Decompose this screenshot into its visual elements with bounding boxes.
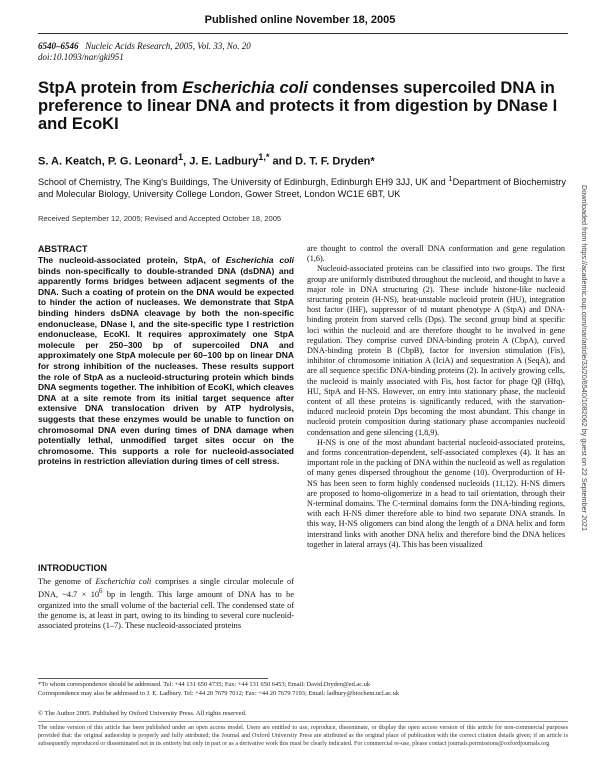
abstract-text-2: binds non-specifically to double-stranded DNA (dsDNA) and apparently forms bridges between adjacent segments of the DNA. Such a coating of protein on the DNA would be expected to hinder the action of nucleases. We demonstrate that StpA binding hinders dsDNA cleavage by both the non-specific endonuclease, DNase I, and the site-specific type I restriction endonuclease, EcoKI. It requires approximately one StpA molecule per 250–300 bp of supercoiled DNA and approximately one StpA molecule per 60–100 bp on linear DNA for strong inhibition of the nucleases. These results support the role of StpA as a nucleoid-structuring protein which binds DNA segments together. The inhibition of EcoKI, which cleaves DNA at a site remote from its initial target sequence after extensive DNA translocation driven by ATP hydrolysis, suggests that these enzymes would be unable to function on chromosomal DNA even during times of DNA damage when potentially lethal, unmodified target sites occur on the chromosome. This supports a role for nucleoid-associated proteins in restriction alleviation during times of cell stress. [38,265,294,467]
intro-exponent: 6 [99,588,103,596]
footnote-divider [38,678,268,679]
copyright-notice: © The Author 2005. Published by Oxford University Press. All rights reserved. [38,710,247,717]
footnote-correspondence: *To whom correspondence should be addressed. Tel: +44 131 650 4735; Fax: +44 131 650 6453; Email: David.Dryden@ed.ac.uk [38,681,371,688]
received-dates: Received September 12, 2005; Revised and Accepted October 18, 2005 [38,214,282,223]
license-divider [38,721,568,722]
doi[interactable]: doi:10.1093/nar/gki951 [38,52,124,62]
right-column [307,244,565,550]
author-group-1: S. A. Keatch, P. G. Leonard [38,155,178,168]
download-watermark [579,185,591,605]
title-text-rest: condenses supercoiled DNA in preference to linear DNA and protects it from digestion by DNase I and EcoKI [38,79,558,133]
affiliation-text: School of Chemistry, The King's Buildings, The University of Edinburgh, Edinburgh EH9 3JJ, UK and [38,177,449,188]
abstract-species: Escherichia coli [225,255,294,265]
intro-text-3: bp in length. This large amount of DNA has to be organized into the small volume of the bacterial cell. The condensed state of the genome is, at least in part, owing to its binding to several core nucleoid-associated proteins (1–7). These nucleoid-associated proteins [38,590,294,631]
author-list [38,152,375,168]
top-divider [38,33,568,34]
introduction-body [38,577,294,632]
download-watermark-text: Downloaded from https://academic.oup.com/nar/article/33/20/6540/1082062 by guest on 22 September 2021 [580,185,589,532]
article-title [38,79,568,133]
title-text: StpA protein from [38,79,183,97]
affiliation-text-rest: Department of Biochemistry and Molecular Biology, University College London, Gower Street, London WC1E 6BT, UK [38,177,566,200]
intro-species: Escherichia coli [95,577,152,586]
page-range: 6540–6546 [38,41,79,51]
abstract-text-1: The nucleoid-associated protein, StpA, of [38,255,226,265]
citation-block [38,41,251,63]
author-group-3: and D. T. F. Dryden* [269,155,375,168]
abstract-body [38,255,294,467]
footnotes [38,681,568,698]
author-affil-mark-2: 1,* [258,152,270,162]
affiliation-mark: 1 [448,174,453,183]
intro-text-2: comprises a single circular molecule of DNA, ~4.7 × 10 [38,577,294,600]
published-online-banner: Published online November 18, 2005 [204,14,396,26]
abstract-heading: ABSTRACT [38,244,88,254]
introduction-heading: INTRODUCTION [38,563,107,573]
author-affil-mark-1: 1 [177,152,184,162]
journal-reference: Nucleic Acids Research, 2005, Vol. 33, No. 20 [85,41,251,51]
footnote-correspondence-2: Correspondence may also be addressed to J. E. Ladbury. Tel: +44 20 7679 7012; Fax: +44 20 7679 7193; Email: ladbury@biochem.ucl.ac.uk [38,689,400,697]
intro-text-1: The genome of [38,577,96,586]
author-group-2: , J. E. Ladbury [183,155,259,168]
affiliation [38,173,568,200]
paragraph: are thought to control the overall DNA conformation and gene regulation (1,6). [307,244,565,264]
license-text: The online version of this article has been published under an open access model. Users are entitled to use, reproduce, disseminate, or display the open access version of this article for non-commercial purposes provided that: the original authorship is properly and fully attributed; the Journal and Oxford University Press are attributed as the original place of publication with the correct citation details given; if an article is subsequently reproduced or disseminated not in its entirety but only in part or as a derivative work this must be clearly indicated. For commercial re-use, please contact journals.permissions@oxfordjournals.org [38,725,568,747]
paragraph: Nucleoid-associated proteins can be classified into two groups. The first group are uniformly distributed throughout the nucleoid, and thought to have a major role in DNA structuring (2). These include histone-like nucleoid structuring protein (H-NS), heat-unstable nucleoid protein (HU), integration host factor (IHF), suppressor of td mutant phenotype A (StpA) and DNA-binding protein from starved cells (Dps). The second group bind at specific loci within the nucleoid and are therefore thought to be involved in gene regulation. They comprise curved DNA-binding protein A (CbpA), curved DNA-binding protein B (CbpB), factor for inversion stimulation (Fis), inhibitor of chromosome initiation A (IciA) and sequestration A (SeqA), and are all sequence specific DNA-binding proteins (2). In actively growing cells, the nucleoid is mainly associated with Fis, host factor for phage Qβ (Hfq), HU, StpA and H-NS. However, on entry into stationary phase, the nucleoid content of all these proteins is significantly reduced, with the starvation-induced nucleoid protein Dps becoming the most abundant. This change in nucleoid protein composition during stationary phase accompanies nucleoid condensation and gene silencing (1,8,9). [307,264,565,437]
paragraph: H-NS is one of the most abundant bacterial nucleoid-associated proteins, and forms concentration-dependent, self-associated complexes (4). It has an important role in the packing of DNA within the nucleoid as well as regulation of many genes dispersed throughout the genome (10). Overproduction of H-NS has been seen to form highly condensed nucleoids (11,12). H-NS dimers are proposed to homo-oligomerize in a head to tail orientation, through their N-terminal domains. The C-terminal domains form the DNA-binding regions, with each H-NS dimer therefore able to bind two separate DNA strands. In this way, H-NS oligomers can bind along the length of a DNA helix and form interstrand links with another DNA helix and therefore bind the DNA helices together in lateral arrays (4). This has been visualized [307,437,565,549]
title-species: Escherichia coli [182,79,308,97]
